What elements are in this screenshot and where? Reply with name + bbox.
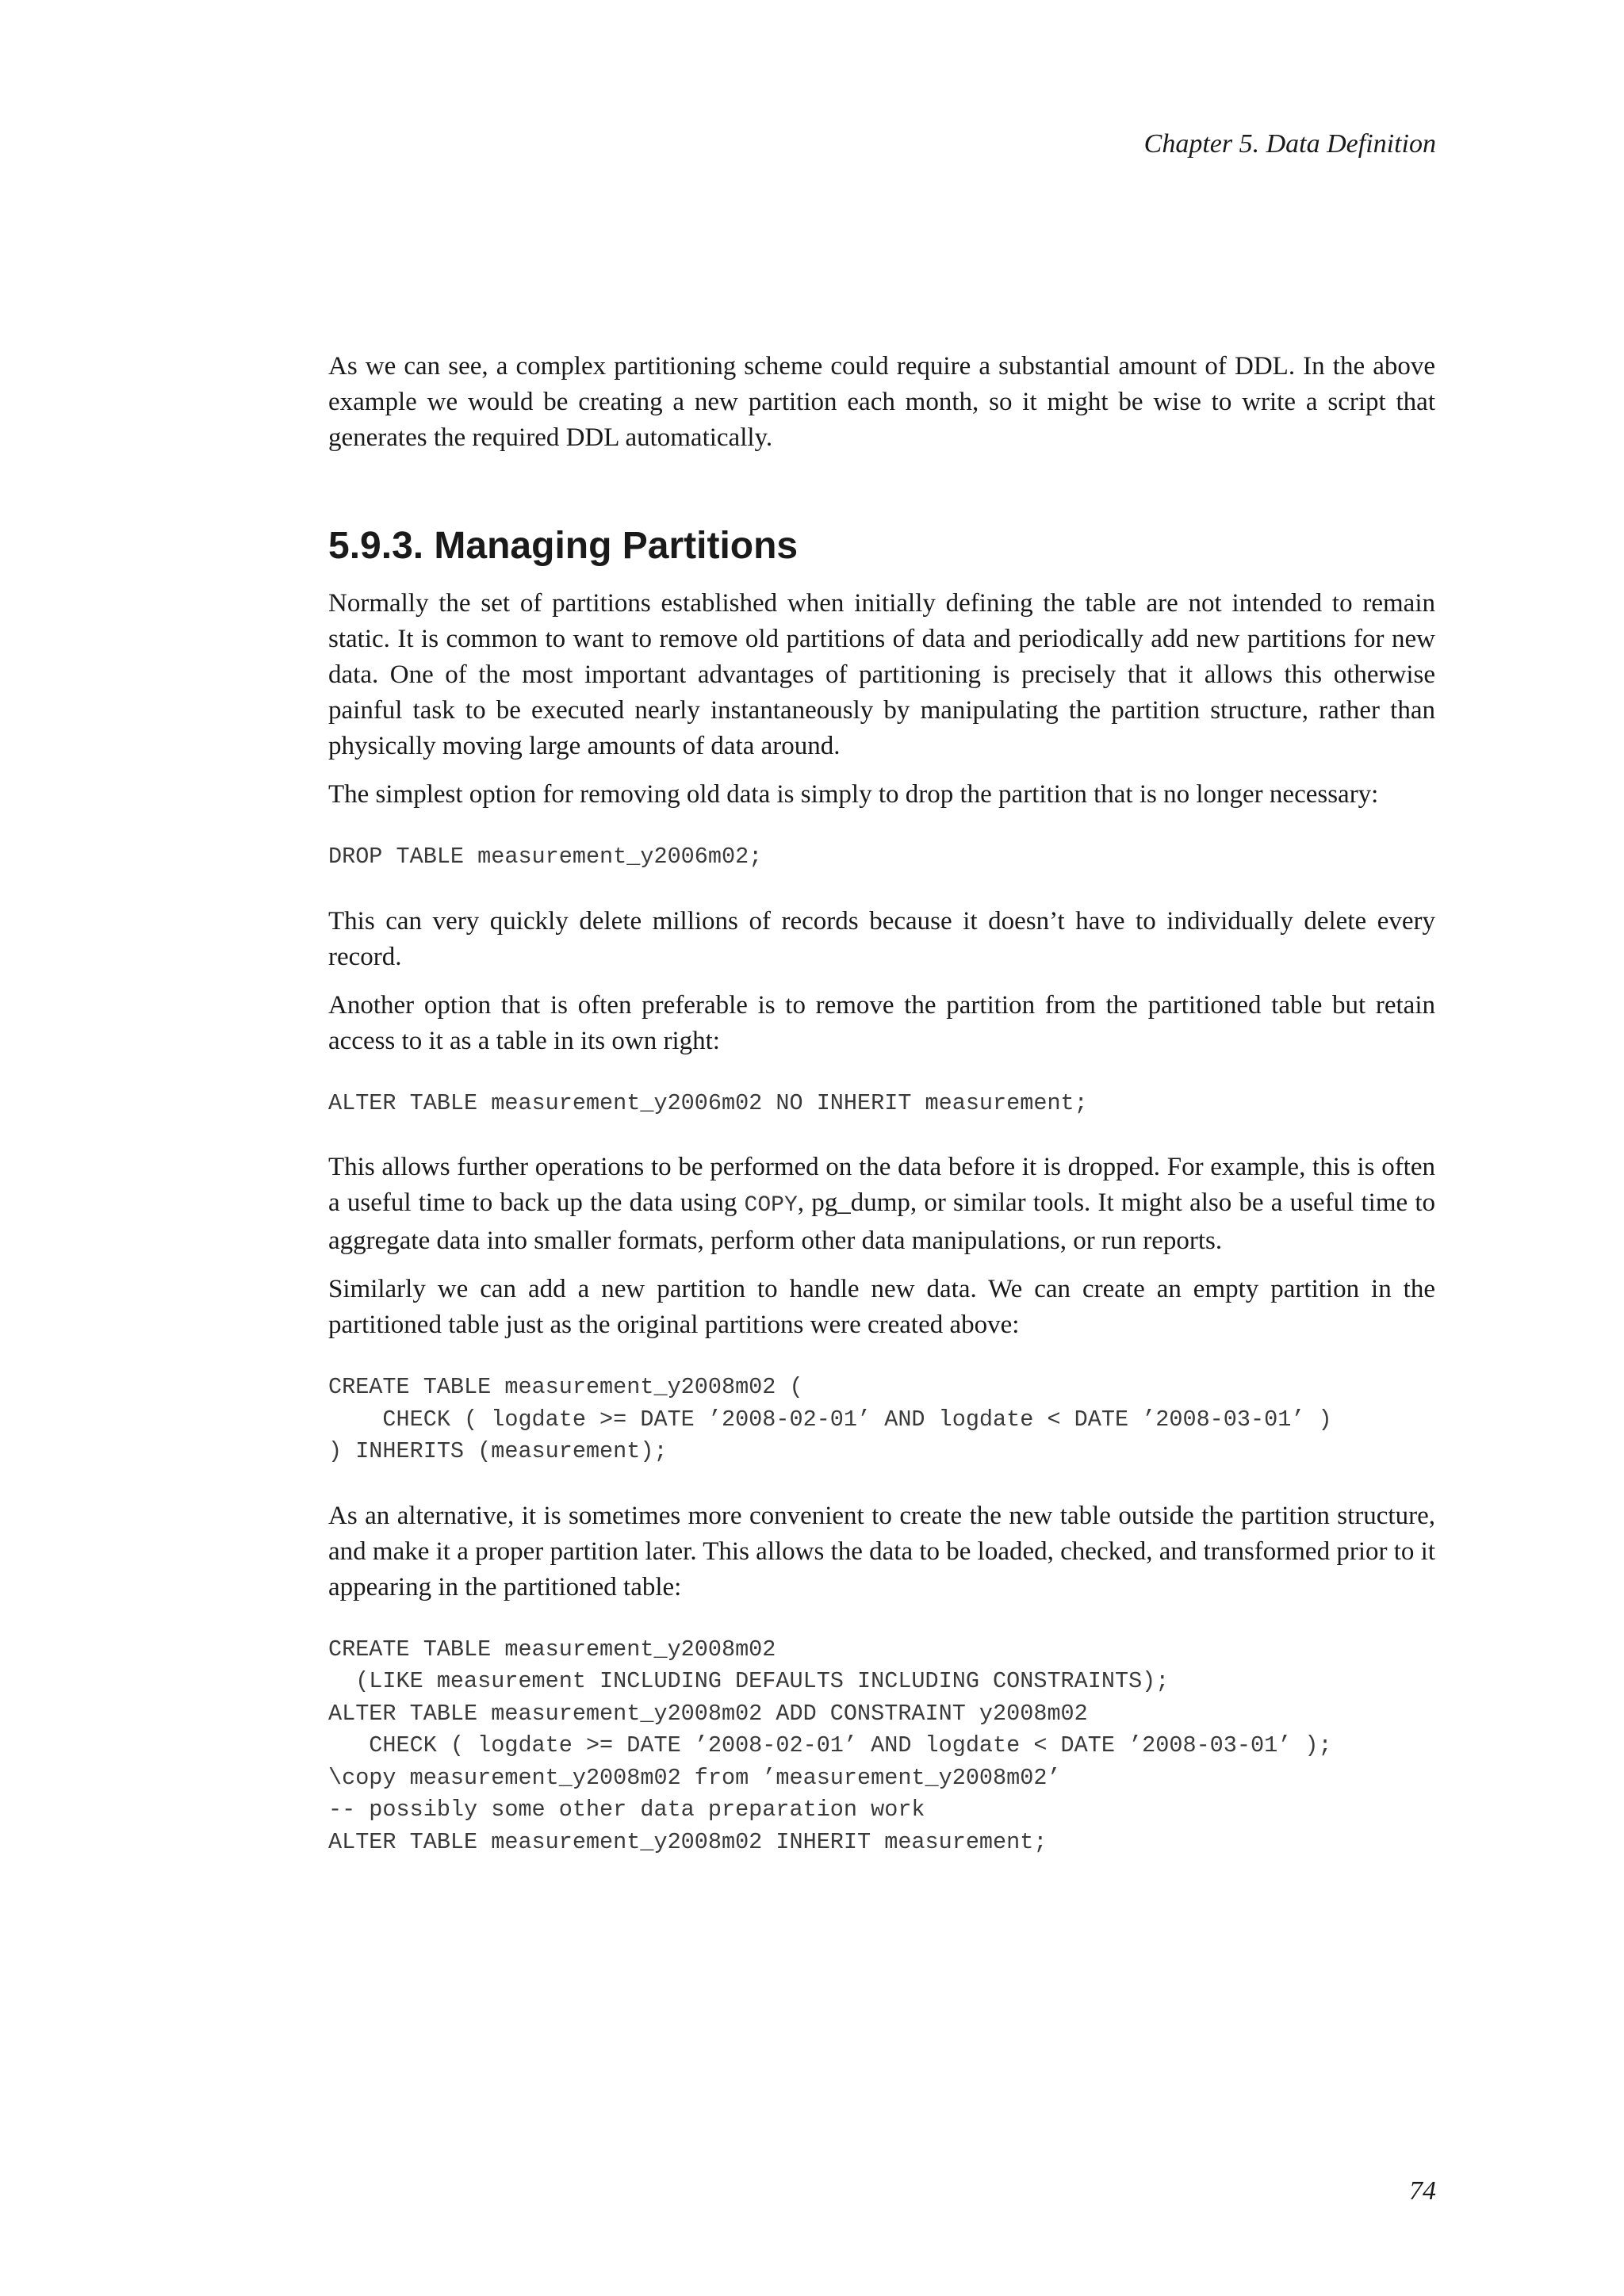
paragraph-partitions-overview: Normally the set of partitions established when initially defining the table are not intended to remain static. It is common to want to remove old partitions of data and periodically add new partitions for new data. One of the most important advantages of partitioning is precisely that it allows this otherwise painful task to be executed nearly instantaneously by manipulating the partition structure, rather than physically moving large amounts of data around. <box>328 589 1435 760</box>
paragraph-delete-records: This can very quickly delete millions of records because it doesn’t have to individually delete every record. <box>328 906 1435 971</box>
code-block-drop-table: DROP TABLE measurement_y2006m02; <box>328 844 763 870</box>
paragraph-further-operations <box>328 1150 1435 1259</box>
paragraph-text-part1: This allows further operations to be performed on the data before it is dropped. For example, this is often a useful time to back up the data using <box>328 1153 1435 1217</box>
page-content <box>328 349 1435 1888</box>
paragraph-alternative: As an alternative, it is sometimes more convenient to create the new table outside the partition structure, and make it a proper partition later. This allows the data to be loaded, checked, and transformed prior to it appearing in the partitioned table: <box>328 1501 1435 1601</box>
paragraph-no-inherit-option: Another option that is often preferable is to remove the partition from the partitioned table but retain access to it as a table in its own right: <box>328 990 1435 1055</box>
paragraph-drop-option: The simplest option for removing old data is simply to drop the partition that is no longer necessary: <box>328 780 1379 809</box>
section-heading: 5.9.3. Managing Partitions <box>328 525 799 567</box>
code-block-create-like: CREATE TABLE measurement_y2008m02 (LIKE measurement INCLUDING DEFAULTS INCLUDING CONSTRAINTS); ALTER TABLE measurement_y2008m02 ADD CONSTRAINT y2008m02 CHECK ( logdate >= DATE ’2008-02-01’ AND logdate < DATE ’2008-03-01’ ); \copy measurement_y2008m02 from ’measurement_y2008m02’ -- possibly some other data preparation work ALTER TABLE measurement_y2008m02 INHERIT measurement; <box>328 1636 1332 1855</box>
code-block-create-inherits: CREATE TABLE measurement_y2008m02 ( CHECK ( logdate >= DATE ’2008-02-01’ AND logdate < DATE ’2008-03-01’ ) ) INHERITS (measurement); <box>328 1374 1332 1464</box>
inline-code-copy: COPY <box>744 1193 798 1218</box>
paragraph-text-part2: , pg_dump, or similar tools. It might also be a useful time to aggregate data into smaller formats, perform other data manipulations, or run reports. <box>328 1188 1436 1255</box>
intro-paragraph: As we can see, a complex partitioning scheme could require a substantial amount of DDL. In the above example we would be creating a new partition each month, so it might be wise to write a script that generates the required DDL automatically. <box>328 352 1435 452</box>
paragraph-add-partition: Similarly we can add a new partition to handle new data. We can create an empty partition in the partitioned table just as the original partitions were created above: <box>328 1275 1435 1339</box>
code-block-no-inherit: ALTER TABLE measurement_y2006m02 NO INHERIT measurement; <box>328 1089 1088 1116</box>
page-number: 74 <box>1409 2176 1436 2206</box>
running-header: Chapter 5. Data Definition <box>1143 129 1436 159</box>
